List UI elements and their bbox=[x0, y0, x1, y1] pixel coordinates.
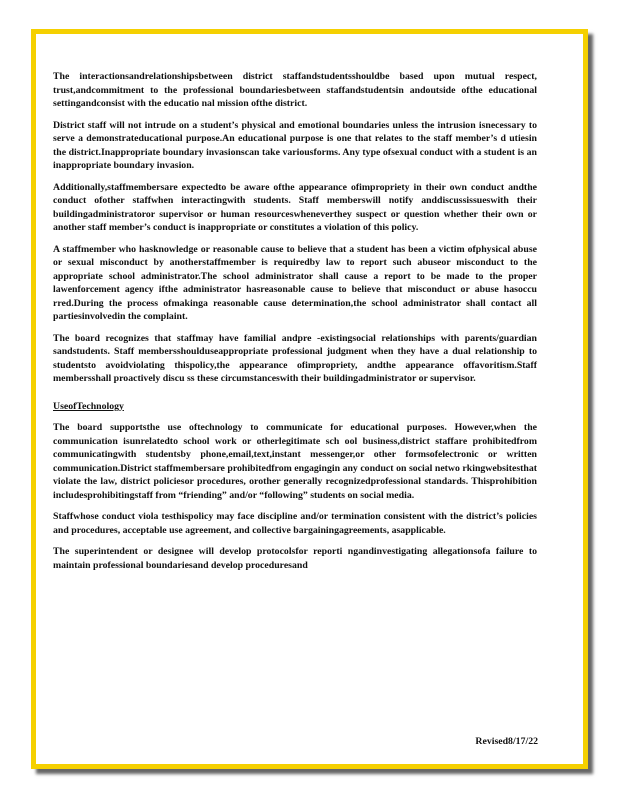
section-heading-technology: UseofTechnology bbox=[53, 400, 124, 412]
paragraph-2: District staff will not intrude on a student’s physical and emotional boundaries unless the intrusion isnecessary to serve a demonstrateducational purpose.An educational purpose is one that relates to the staff member’s d utiesin the district.Inappropriate boundary invasionscan take variousforms. Any type ofsexual conduct with a student is an inappropriate boundary invasion. bbox=[53, 119, 537, 171]
paragraph-5: The board recognizes that staffmay have familial andpre -existingsocial relationships with parents/guardian sandstudents. Staff membersshoulduseappropriate professional judgment when they have a dual relationship to studentsto avoidviolating thispolicy,the appearance ofimpropriety, andthe appearance offavoritism.Staff membersshall proactively discu ss these circumstanceswith their buildingadministrator or supervisor. bbox=[53, 332, 537, 384]
technology-paragraph-1: The board supportsthe use oftechnology to communicate for educational purposes. However,when the communication isunrelatedto school work or otherlegitimate sch ool business,district staffare prohibitedfrom communicatingwith studentsby phone,email,text,instant messenger,or other formsofelectronic or written communication.District staffmembersare prohibitedfrom engagingin any conduct on social netwo rkingwebsitesthat violate the law, district policiesor procedures, orother generally recognizedprofessional standards. Thisprohibition includesprohibitingstaff from “friending” and/or “following” students on social media. bbox=[53, 422, 537, 501]
technology-paragraph-3: The superintendent or designee will develop protocolsfor reporti ngandinvestigating allegationsofa failure to maintain professional boundariesand develop proceduresand bbox=[53, 546, 537, 571]
paragraph-3: Additionally,staffmembersare expectedto be aware ofthe appearance ofimpropriety in their own conduct andthe conduct ofother staffwhen interactingwith students. Staff memberswill notify anddiscussissueswith their buildingadministratoror supervisor or human resourceswheneverthey suspect or question whether their own or another staff member’s conduct is inappropriate or constitutes a violation of this policy. bbox=[53, 181, 537, 233]
paragraph-4: A staffmember who hasknowledge or reasonable cause to believe that a student has been a victim ofphysical abuse or sexual misconduct by anotherstaffmember is requiredby law to report such abuseor misconduct to the appropriate school administrator.The school administrator shall cause a report to be made to the proper lawenforcement agency ifthe administrator hasreasonable cause to believe that misconduct or abuse hasoccu rred.During the process ofmakinga reasonable cause determination,the school administrator shall contact all partiesinvolvedin the complaint. bbox=[53, 243, 537, 322]
technology-paragraph-2: Staffwhose conduct viola testhispolicy may face discipline and/or termination consistent with the district’s policies and procedures, acceptable use agreement, and collective bargainingagreements, asapplicable. bbox=[53, 511, 537, 536]
document-body bbox=[53, 70, 537, 580]
revision-date: Revised8/17/22 bbox=[475, 736, 538, 747]
paragraph-1: The interactionsandrelationshipsbetween district staffandstudentsshouldbe based upon mutual respect, trust,andcommitment to the professional boundariesbetween staffandstudentsin andoutside ofthe educational settingandconsist with the educatio nal mission ofthe district. bbox=[53, 71, 537, 109]
